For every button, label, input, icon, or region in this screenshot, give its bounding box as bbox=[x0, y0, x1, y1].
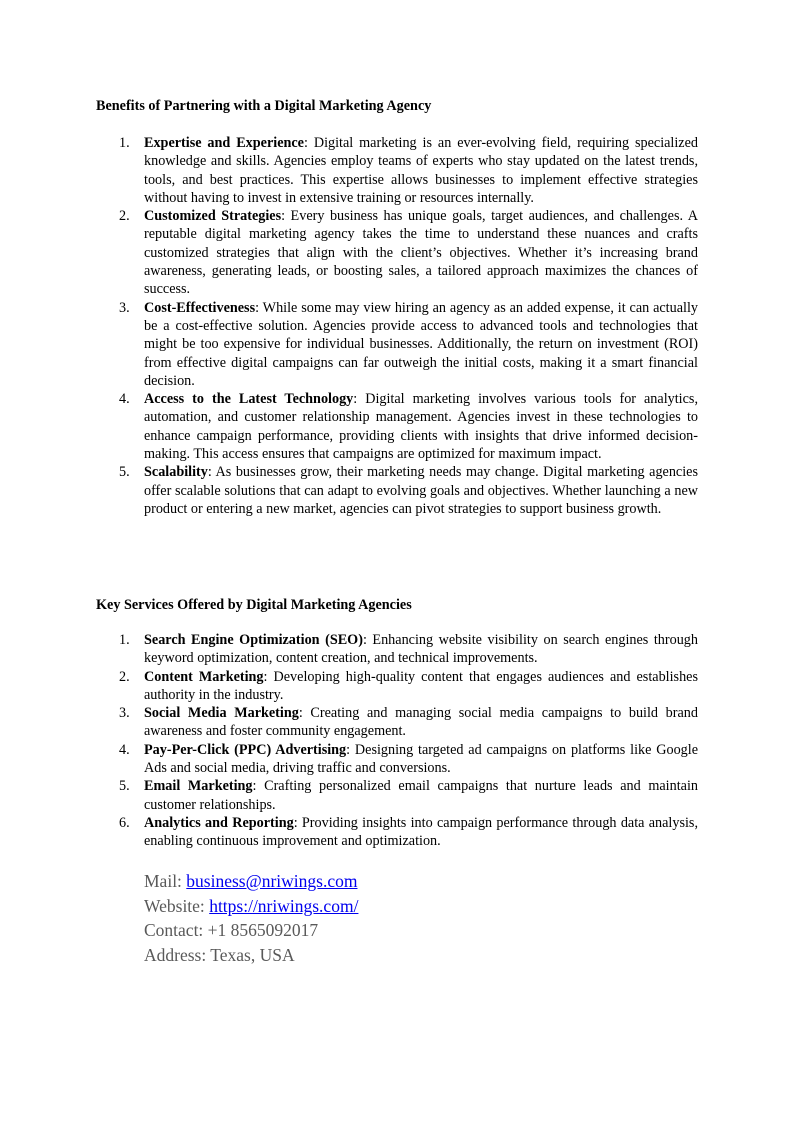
item-term: Cost-Effectiveness bbox=[144, 299, 256, 316]
item-text: : Digital marketing involves various tools for analytics, automation, and customer relationship management. Agencies invest in these technologies to enhance campaign performance, providing clients with insights that drive informed decision-making. This access ensures that campaigns are optimized for maximum impact. bbox=[144, 391, 698, 463]
item-term: Access to the Latest Technology bbox=[144, 391, 354, 408]
contact-address: Address: Texas, USA bbox=[144, 944, 295, 965]
section-heading-services: Key Services Offered by Digital Marketing Agencies bbox=[96, 597, 412, 613]
list-number: 3. bbox=[119, 299, 130, 316]
list-item bbox=[119, 207, 698, 298]
item-term: Customized Strategies bbox=[144, 208, 282, 225]
list-number: 6. bbox=[119, 814, 130, 831]
mail-link[interactable]: business@nriwings.com bbox=[186, 871, 358, 891]
list-item bbox=[119, 463, 698, 518]
contact-block bbox=[144, 869, 358, 967]
list-number: 5. bbox=[119, 778, 130, 795]
list-item bbox=[119, 704, 698, 741]
list-number: 2. bbox=[119, 668, 130, 685]
item-text: : Enhancing website visibility on search engines through keyword optimization, content creation, and technical improvements. bbox=[144, 632, 698, 667]
item-term: Scalability bbox=[144, 464, 208, 481]
item-text: : Creating and managing social media campaigns to build brand awareness and foster community engagement. bbox=[144, 705, 698, 740]
list-number: 2. bbox=[119, 208, 130, 225]
contact-phone: Contact: +1 8565092017 bbox=[144, 920, 319, 941]
item-text: : Digital marketing is an ever-evolving field, requiring specialized knowledge and skills. Agencies employ teams of experts who stay updated on the latest trends, tools, and best practices. This expertise allows businesses to implement effective strategies without having to invest in extensive training or resources internally. bbox=[144, 135, 698, 206]
item-text: : As businesses grow, their marketing needs may change. Digital marketing agencies offer scalable solutions that can adapt to evolving goals and objectives. Whether launching a new product or entering a new market, agencies can pivot strategies to support business growth. bbox=[144, 464, 698, 517]
item-term: Content Marketing bbox=[144, 668, 264, 685]
item-term: Search Engine Optimization (SEO) bbox=[144, 632, 363, 648]
item-text: : Every business has unique goals, target audiences, and challenges. A reputable digital marketing agency takes the time to understand these nuances and crafts customized strategies that align with the client’s objectives. Whether it’s increasing brand awareness, generating leads, or boosting sales, a tailored approach maximizes the chances of success. bbox=[144, 208, 698, 298]
item-term: Expertise and Experience bbox=[144, 135, 304, 151]
item-text: : Developing high-quality content that engages audiences and establishes authority in the industry. bbox=[144, 668, 698, 703]
mail-label: Mail: bbox=[144, 871, 187, 891]
list-number: 4. bbox=[119, 741, 130, 758]
list-number: 3. bbox=[119, 705, 130, 722]
item-text: : Providing insights into campaign performance through data analysis, enabling continuous improvement and optimization. bbox=[144, 814, 698, 850]
website-link[interactable]: https://nriwings.com/ bbox=[209, 895, 359, 916]
list-item bbox=[119, 299, 698, 390]
list-number: 4. bbox=[119, 391, 130, 408]
list-number: 5. bbox=[119, 464, 130, 481]
section-heading-benefits: Benefits of Partnering with a Digital Marketing Agency bbox=[96, 98, 432, 114]
benefits-list bbox=[119, 134, 698, 518]
item-term: Social Media Marketing bbox=[144, 705, 299, 722]
list-item bbox=[119, 390, 698, 463]
contact-website-line bbox=[144, 894, 358, 919]
item-text: : While some may view hiring an agency as an added expense, it can actually be a cost-effective solution. Agencies provide access to advanced tools and technologies that might be too expensive for individual businesses. Additionally, the return on investment (ROI) from effective digital campaigns can far outweigh the initial costs, making it a smart financial decision. bbox=[144, 299, 698, 389]
services-list bbox=[119, 631, 698, 851]
list-number: 1. bbox=[119, 632, 130, 648]
list-item bbox=[119, 631, 698, 668]
list-item bbox=[119, 777, 698, 814]
item-term: Analytics and Reporting bbox=[144, 814, 294, 831]
list-item bbox=[119, 668, 698, 705]
website-label: Website: bbox=[144, 895, 210, 916]
list-item bbox=[119, 134, 698, 207]
item-text: : Crafting personalized email campaigns that nurture leads and maintain customer relationships. bbox=[144, 778, 698, 813]
item-text: : Designing targeted ad campaigns on platforms like Google Ads and social media, driving traffic and conversions. bbox=[144, 741, 698, 777]
item-term: Email Marketing bbox=[144, 778, 253, 795]
contact-mail-line bbox=[144, 869, 358, 894]
list-number: 1. bbox=[119, 135, 130, 151]
list-item bbox=[119, 741, 698, 778]
list-item bbox=[119, 814, 698, 851]
item-term: Pay-Per-Click (PPC) Advertising bbox=[144, 741, 347, 758]
